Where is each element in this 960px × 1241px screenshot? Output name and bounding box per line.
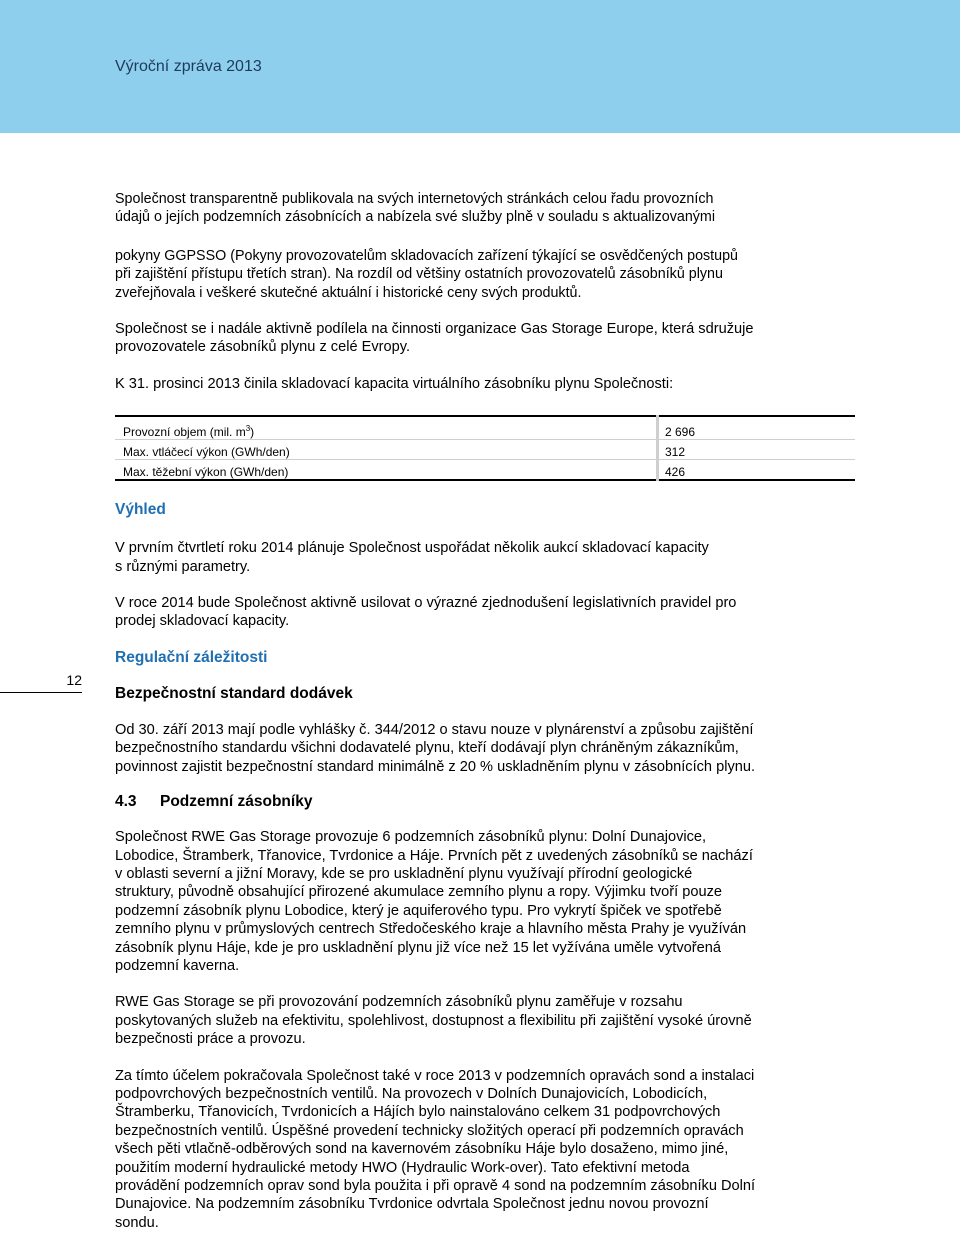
- heading-vyhled: Výhled: [115, 501, 166, 519]
- paragraph-repairs: Za tímto účelem pokračovala Společnost také v roce 2013 v podzemních opravách sond a instalaci podpovrchových bezpečnostních ventilů. Na provozech v Dolních Dunajovicích, Lobodicích, Štramberku, Třanovicích, Tvrdonicích a Hájích bylo nainstalováno celkem 31 podpovrchových bezpečnostních ventilů. Úspěšné provedení technicky složitých operací při podzemních opravách všech pěti vtlačně-odběrových sond na kavernovém zásobníku Háje bylo dosaženo, mimo jiné, použitím moderní hydraulické metody HWO (Hydraulic Work-over). Tato efektivní metoda provádění podzemních oprav sond byla použita i při opravě 4 sond na podzemním zásobníku Dolní Dunajovice. Na podzemním zásobníku Tvrdonice odvrtala Společnost jednu novou provozní sondu.: [115, 1067, 756, 1231]
- table-row: [115, 460, 855, 481]
- table-cell-label: Max. těžební výkon (GWh/den): [115, 460, 658, 481]
- table-cell-label: Max. vtláčecí výkon (GWh/den): [115, 440, 658, 460]
- heading-section-4-3: 4.3 Podzemní zásobníky: [115, 793, 313, 811]
- paragraph-storages: Společnost RWE Gas Storage provozuje 6 podzemních zásobníků plynu: Dolní Dunajovice, Lobodice, Štramberk, Třanovice, Tvrdonice a Háje. Prvních pět z uvedených zásobníků se nachází v oblasti severní a jižní Moravy, kde se pro uskladnění plynu využívají přírodní geologické struktury, původně obsahující přirozené akumulace zemního plynu a ropy. Výjimku tvoří pouze podzemní zásobník plynu Lobodice, který je aquiferového typu. Pro vykrytí špiček ve spotřebě zemního plynu v průmyslových centrech Středočeského kraje a hlavního města Prahy je využíván zásobník plynu Háje, kde je pro uskladnění plynu již více než 15 let vyžívána uměle vytvořená podzemní kaverna.: [115, 829, 753, 974]
- paragraph-auctions: V prvním čtvrtletí roku 2014 plánuje Společnost uspořádat několik aukcí skladovací kapacity s různými parametry.: [115, 540, 709, 575]
- page-number: 12: [66, 672, 82, 688]
- capacity-table: [115, 415, 855, 481]
- report-title: Výroční zpráva 2013: [115, 58, 262, 75]
- paragraph-capacity-intro: K 31. prosinci 2013 činila skladovací kapacita virtuálního zásobníku plynu Společnosti:: [115, 375, 674, 392]
- paragraph-transparency: Společnost transparentně publikovala na svých internetových stránkách celou řadu provozních údajů o jejích podzemních zásobnících a nabízela své služby plně v souladu s aktualizovanými: [115, 191, 716, 226]
- paragraph-legislation: V roce 2014 bude Společnost aktivně usilovat o výrazné zjednodušení legislativních pravidel pro prodej skladovací kapacity.: [115, 595, 737, 630]
- heading-regulatory: Regulační záležitosti: [115, 648, 268, 666]
- heading-security-standard: Bezpečnostní standard dodávek: [115, 684, 353, 702]
- table-row: [115, 416, 855, 440]
- paragraph-ggpsso: pokyny GGPSSO (Pokyny provozovatelům skladovacích zařízení týkající se osvědčených postupů při zajištění přístupu třetích stran). Na rozdíl od většiny ostatních provozovatelů zásobníků plynu zveřejňovala i veškeré skutečné aktuální i historické ceny svých produktů.: [115, 247, 739, 301]
- table-row: [115, 440, 855, 460]
- table-cell-value: 426: [658, 460, 856, 481]
- table-cell-value: 312: [658, 440, 856, 460]
- page-number-rule: [0, 692, 82, 693]
- paragraph-gse: Společnost se i nadále aktivně podílela na činnosti organizace Gas Storage Europe, která sdružuje provozovatele zásobníků plynu z celé Evropy.: [115, 321, 754, 356]
- table-cell-value: 2 696: [658, 416, 856, 440]
- page-header: [0, 0, 960, 133]
- page-content: [115, 190, 855, 1232]
- table-cell-label: Provozní objem (mil. $m^3$): [115, 416, 658, 440]
- paragraph-efficiency: RWE Gas Storage se při provozování podzemních zásobníků plynu zaměřuje v rozsahu poskytovaných služeb na efektivitu, spolehlivost, dostupnost a flexibilitu při zajištění vysoké úrovně bezpečnosti práce a provozu.: [115, 994, 752, 1048]
- paragraph-decree: Od 30. září 2013 mají podle vyhlášky č. 344/2012 o stavu nouze v plynárenství a způsobu zajištění bezpečnostního standardu všichni dodavatelé plynu, kteří dodávají plyn chráněným zákazníkům, povinnost zajistit bezpečnostní standard minimálně z 20 % uskladněním plynu v zásobnících plynu.: [115, 721, 756, 775]
